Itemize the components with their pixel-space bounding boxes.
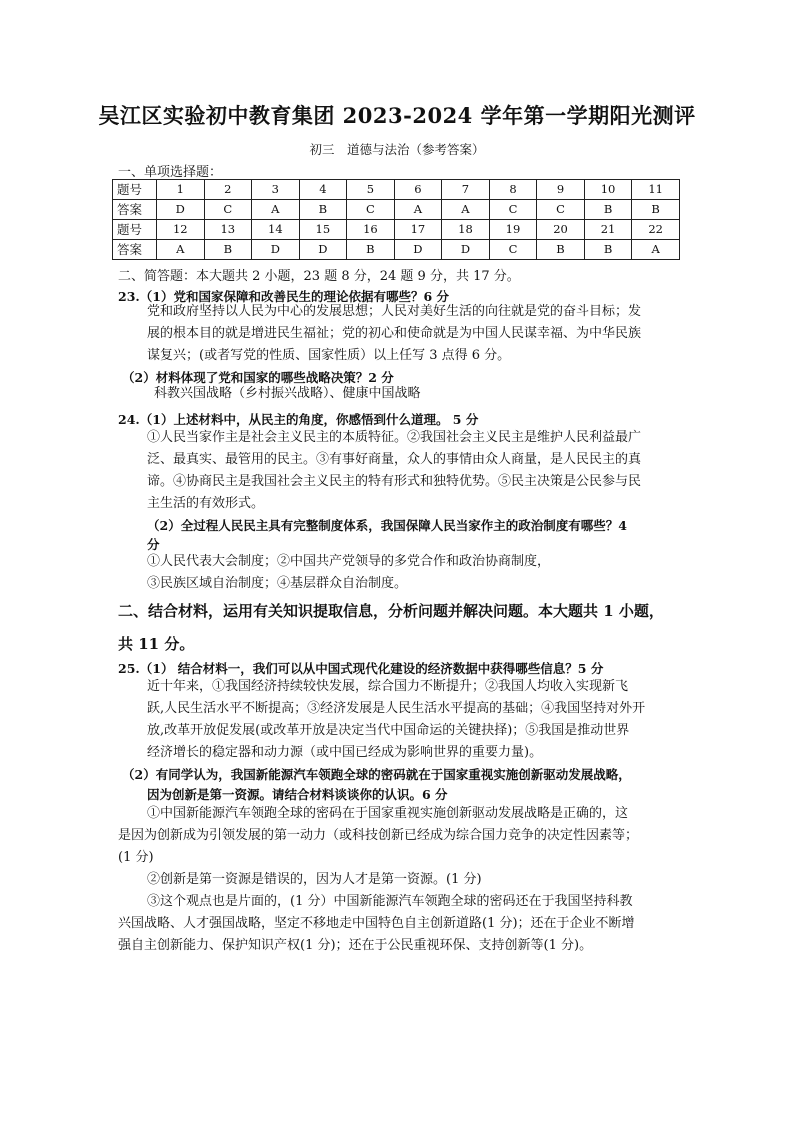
- answer-cell: D: [252, 240, 300, 260]
- answer-line: 是因为创新成为引领发展的第一动力（或科技创新已经成为综合国力竞争的决定性因素等；: [118, 828, 639, 843]
- answer-line: 展的根本目的就是增进民生福祉；党的初心和使命就是为中国人民谋幸福、为中华民族: [147, 326, 642, 341]
- question-number-cell: 11: [632, 180, 680, 200]
- question-number-cell: 19: [489, 220, 537, 240]
- answer-line: 放,改革开放促发展(或改革开放是决定当代中国命运的关键抉择)；⑤我国是推动世界: [147, 723, 630, 738]
- table-row-answer-1: [113, 200, 680, 220]
- section-heading-short-answer: 二、简答题：本大题共 2 小题，23 题 8 分，24 题 9 分，共 17 分。: [118, 269, 520, 284]
- answer-cell: B: [584, 240, 632, 260]
- answer-cell: A: [394, 200, 442, 220]
- answer-cell: B: [299, 200, 347, 220]
- answer-line: ①中国新能源汽车领跑全球的密码在于国家重视实施创新驱动发展战略是正确的，这: [147, 806, 629, 821]
- question-number-cell: 14: [252, 220, 300, 240]
- question-number-cell: 13: [204, 220, 252, 240]
- question-number-cell: 5: [347, 180, 395, 200]
- answer-line: 跃,人民生活水平不断提高；③经济发展是人民生活水平提高的基础；④我国坚持对外开: [147, 701, 646, 716]
- answer-cell: C: [347, 200, 395, 220]
- answer-cell: D: [299, 240, 347, 260]
- answer-line: ③这个观点也是片面的，(1 分）中国新能源汽车领跑全球的密码还在于我国坚持科教: [147, 894, 633, 909]
- answer-cell: A: [442, 200, 490, 220]
- section-heading-material: 二、结合材料，运用有关知识提取信息，分析问题并解决问题。本大题共 1 小题，: [118, 602, 664, 620]
- answer-line: 泛、最真实、最管用的民主。③有事好商量，众人的事情由众人商量，是人民民主的真: [147, 452, 642, 467]
- answer-cell: B: [584, 200, 632, 220]
- answer-cell: B: [537, 240, 585, 260]
- question-number-cell: 7: [442, 180, 490, 200]
- question-24-2: （2）全过程人民民主具有完整制度体系，我国保障人民当家作主的政治制度有哪些？4: [147, 518, 627, 533]
- question-number-cell: 21: [584, 220, 632, 240]
- answer-cell: D: [442, 240, 490, 260]
- question-25-2-cont: 因为创新是第一资源。请结合材料谈谈你的认识。6 分: [147, 787, 448, 802]
- answer-cell: C: [489, 200, 537, 220]
- question-number-cell: 17: [394, 220, 442, 240]
- answer-line: 兴国战略、人才强国战略，坚定不移地走中国特色自主创新道路(1 分)；还在于企业不断增: [118, 916, 635, 931]
- question-number-cell: 16: [347, 220, 395, 240]
- question-number-cell: 20: [537, 220, 585, 240]
- question-number-cell: 22: [632, 220, 680, 240]
- question-number-cell: 2: [204, 180, 252, 200]
- answer-cell: A: [632, 240, 680, 260]
- answer-cell: B: [632, 200, 680, 220]
- question-number-cell: 15: [299, 220, 347, 240]
- section-heading-choice: 一、单项选择题：: [118, 165, 223, 180]
- row-label: 答案: [113, 200, 157, 220]
- table-row-answer-2: [113, 240, 680, 260]
- answer-line: ②创新是第一资源是错误的，因为人才是第一资源。(1 分): [147, 872, 482, 887]
- question-number-cell: 3: [252, 180, 300, 200]
- row-label: 题号: [113, 180, 157, 200]
- answer-line: 党和政府坚持以人民为中心的发展思想；人民对美好生活的向往就是党的奋斗目标；发: [147, 304, 642, 319]
- question-24-2-cont: 分: [147, 537, 160, 552]
- question-23-1: 23.（1）党和国家保障和改善民生的理论依据有哪些？6 分: [118, 289, 449, 304]
- answer-table: [112, 179, 680, 260]
- row-label: 答案: [113, 240, 157, 260]
- question-number-cell: 12: [157, 220, 205, 240]
- answer-cell: C: [204, 200, 252, 220]
- answer-line: ①人民代表大会制度；②中国共产党领导的多党合作和政治协商制度，: [147, 554, 551, 569]
- answer-cell: B: [204, 240, 252, 260]
- question-number-cell: 6: [394, 180, 442, 200]
- answer-line: 谋复兴；(或者写党的性质、国家性质）以上任写 3 点得 6 分。: [147, 348, 511, 363]
- question-25-1: 25.（1） 结合材料一，我们可以从中国式现代化建设的经济数据中获得哪些信息？5 分: [118, 661, 604, 676]
- answer-cell: D: [394, 240, 442, 260]
- answer-line: 主生活的有效形式。: [147, 496, 265, 511]
- question-number-cell: 9: [537, 180, 585, 200]
- answer-cell: C: [537, 200, 585, 220]
- question-23-2: （2）材料体现了党和国家的哪些战略决策？2 分: [122, 370, 394, 385]
- answer-cell: B: [347, 240, 395, 260]
- answer-line: (1 分): [118, 850, 154, 865]
- question-24-1: 24.（1）上述材料中，从民主的角度，你感悟到什么道理。 5 分: [118, 412, 479, 427]
- answer-line: 科教兴国战略（乡村振兴战略）、健康中国战略: [154, 386, 421, 401]
- answer-line: 近十年来，①我国经济持续较快发展，综合国力不断提升；②我国人均收入实现新飞: [147, 679, 629, 694]
- question-25-2: （2）有同学认为，我国新能源汽车领跑全球的密码就在于国家重视实施创新驱动发展战略，: [122, 767, 631, 782]
- page-title: 吴江区实验初中教育集团 2023-2024 学年第一学期阳光测评: [98, 103, 696, 128]
- answer-cell: A: [252, 200, 300, 220]
- section-heading-material-cont: 共 11 分。: [118, 635, 195, 653]
- question-number-cell: 8: [489, 180, 537, 200]
- answer-line: 强自主创新能力、保护知识产权(1 分)；还在于公民重视环保、支持创新等(1 分)。: [118, 938, 593, 953]
- question-number-cell: 18: [442, 220, 490, 240]
- table-row-question-2: [113, 220, 680, 240]
- answer-cell: C: [489, 240, 537, 260]
- question-number-cell: 10: [584, 180, 632, 200]
- answer-cell: D: [157, 200, 205, 220]
- answer-line: ①人民当家作主是社会主义民主的本质特征。②我国社会主义民主是维护人民利益最广: [147, 430, 642, 445]
- answer-cell: A: [157, 240, 205, 260]
- page-subtitle: 初三 道德与法治（参考答案）: [309, 142, 485, 157]
- answer-line: 经济增长的稳定器和动力源（或中国已经成为影响世界的重要力量)。: [147, 745, 543, 760]
- answer-line: ③民族区域自治制度；④基层群众自治制度。: [147, 576, 408, 591]
- row-label: 题号: [113, 220, 157, 240]
- table-row-question-1: [113, 180, 680, 200]
- question-number-cell: 4: [299, 180, 347, 200]
- answer-line: 谛。④协商民主是我国社会主义民主的特有形式和独特优势。⑤民主决策是公民参与民: [147, 474, 642, 489]
- question-number-cell: 1: [157, 180, 205, 200]
